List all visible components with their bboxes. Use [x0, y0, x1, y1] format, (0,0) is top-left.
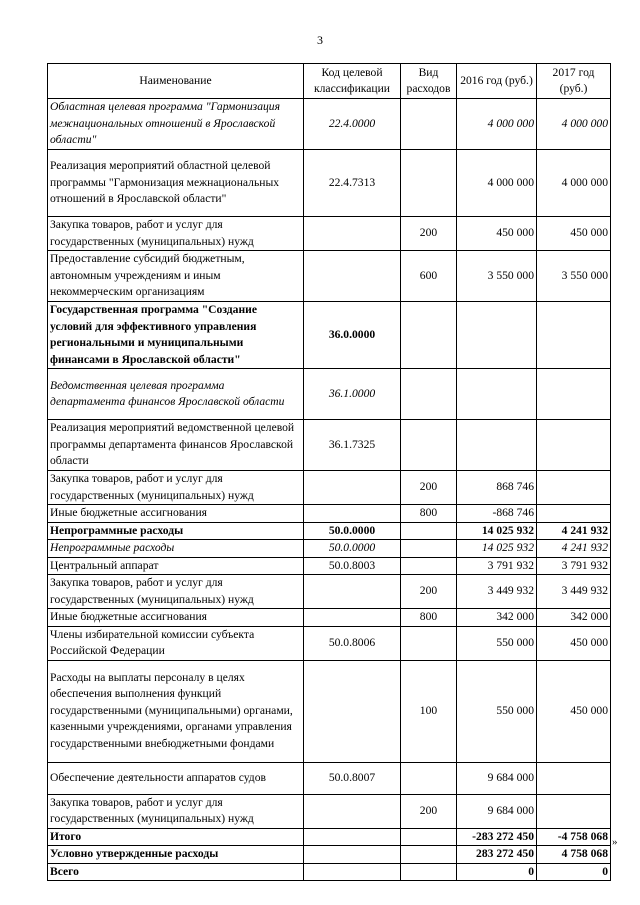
row-2016: -868 746: [457, 505, 537, 523]
table-row: [48, 471, 611, 505]
row-2016: 3 791 932: [457, 557, 537, 575]
row-code: [304, 828, 401, 846]
row-2016: 9 684 000: [457, 794, 537, 828]
row-name: Закупка товаров, работ и услуг для государственных (муниципальных) нужд: [48, 471, 304, 505]
row-kind: [401, 540, 457, 558]
row-kind: [401, 150, 457, 217]
table-row: [48, 557, 611, 575]
row-code: [304, 575, 401, 609]
row-code: [304, 505, 401, 523]
header-2017: 2017 год (руб.): [537, 64, 611, 99]
row-kind: [401, 99, 457, 150]
row-name: Непрограммные расходы: [48, 540, 304, 558]
row-2016: 550 000: [457, 626, 537, 660]
row-name: Иные бюджетные ассигнования: [48, 609, 304, 627]
row-2016: 342 000: [457, 609, 537, 627]
table-row: [48, 828, 611, 846]
table-row: [48, 522, 611, 540]
header-name: Наименование: [48, 64, 304, 99]
header-kind: Вид расходов: [401, 64, 457, 99]
row-kind: [401, 828, 457, 846]
row-2016: 4 000 000: [457, 150, 537, 217]
row-code: [304, 863, 401, 881]
row-kind: [401, 762, 457, 794]
row-2016: -283 272 450: [457, 828, 537, 846]
table-row: [48, 302, 611, 369]
row-kind: [401, 302, 457, 369]
row-kind: 200: [401, 794, 457, 828]
row-2017: 0: [537, 863, 611, 881]
table-row: [48, 251, 611, 302]
table-row: [48, 575, 611, 609]
row-code: 50.0.8007: [304, 762, 401, 794]
row-kind: 800: [401, 609, 457, 627]
row-code: 22.4.0000: [304, 99, 401, 150]
row-name: Центральный аппарат: [48, 557, 304, 575]
row-2017: 4 000 000: [537, 150, 611, 217]
table-row: [48, 762, 611, 794]
row-2016: [457, 302, 537, 369]
row-2017: [537, 302, 611, 369]
table-row: [48, 863, 611, 881]
row-kind: 800: [401, 505, 457, 523]
row-kind: [401, 863, 457, 881]
row-name: Закупка товаров, работ и услуг для государственных (муниципальных) нужд: [48, 794, 304, 828]
row-2016: 0: [457, 863, 537, 881]
header-2016: 2016 год (руб.): [457, 64, 537, 99]
row-kind: 600: [401, 251, 457, 302]
row-code: [304, 660, 401, 762]
row-name: Реализация мероприятий областной целевой программы "Гармонизация межнациональных отношений в Ярославской области": [48, 150, 304, 217]
row-name: Члены избирательной комиссии субъекта Российской Федерации: [48, 626, 304, 660]
table-row: [48, 846, 611, 864]
row-kind: [401, 846, 457, 864]
row-2017: 4 241 932: [537, 540, 611, 558]
row-2016: [457, 420, 537, 471]
row-kind: 200: [401, 575, 457, 609]
row-2017: [537, 369, 611, 420]
row-2016: 450 000: [457, 217, 537, 251]
row-code: [304, 251, 401, 302]
table-header-row: [48, 64, 611, 99]
row-2017: [537, 794, 611, 828]
row-2016: 283 272 450: [457, 846, 537, 864]
table-row: [48, 660, 611, 762]
row-2016: 14 025 932: [457, 522, 537, 540]
row-kind: [401, 369, 457, 420]
row-2016: 3 449 932: [457, 575, 537, 609]
row-2016: 14 025 932: [457, 540, 537, 558]
row-code: 36.1.0000: [304, 369, 401, 420]
row-name: Иные бюджетные ассигнования: [48, 505, 304, 523]
row-2017: [537, 420, 611, 471]
row-2017: [537, 471, 611, 505]
row-kind: [401, 626, 457, 660]
row-2017: [537, 505, 611, 523]
row-2017: 4 000 000: [537, 99, 611, 150]
table-row: [48, 794, 611, 828]
table-row: [48, 420, 611, 471]
row-code: [304, 794, 401, 828]
row-name: Закупка товаров, работ и услуг для государственных (муниципальных) нужд: [48, 217, 304, 251]
row-2016: 9 684 000: [457, 762, 537, 794]
page-number: 3: [317, 33, 323, 47]
table-row: [48, 626, 611, 660]
row-kind: 200: [401, 471, 457, 505]
row-2017: 3 449 932: [537, 575, 611, 609]
row-name: Государственная программа "Создание условий для эффективного управления региональными и муниципальными финансами в Ярославской области": [48, 302, 304, 369]
table-row: [48, 369, 611, 420]
row-name: Закупка товаров, работ и услуг для государственных (муниципальных) нужд: [48, 575, 304, 609]
budget-table: [47, 63, 611, 881]
row-name: Итого: [48, 828, 304, 846]
row-2017: 3 550 000: [537, 251, 611, 302]
closing-quote: »: [612, 836, 618, 848]
row-2017: 3 791 932: [537, 557, 611, 575]
row-2017: 450 000: [537, 626, 611, 660]
row-2017: 4 241 932: [537, 522, 611, 540]
table-row: [48, 505, 611, 523]
row-code: [304, 846, 401, 864]
table-row: [48, 150, 611, 217]
row-name: Реализация мероприятий ведомственной целевой программы департамента финансов Ярославской области: [48, 420, 304, 471]
row-name: Непрограммные расходы: [48, 522, 304, 540]
row-code: [304, 609, 401, 627]
row-code: 50.0.8003: [304, 557, 401, 575]
row-2017: [537, 762, 611, 794]
row-2017: 450 000: [537, 660, 611, 762]
row-2016: 868 746: [457, 471, 537, 505]
row-code: 50.0.8006: [304, 626, 401, 660]
row-kind: [401, 420, 457, 471]
row-kind: [401, 557, 457, 575]
row-2016: 550 000: [457, 660, 537, 762]
row-code: 50.0.0000: [304, 522, 401, 540]
row-name: Областная целевая программа "Гармонизация межнациональных отношений в Ярославской области": [48, 99, 304, 150]
table-row: [48, 609, 611, 627]
row-2017: 4 758 068: [537, 846, 611, 864]
row-code: 22.4.7313: [304, 150, 401, 217]
row-2017: 342 000: [537, 609, 611, 627]
table-row: [48, 540, 611, 558]
row-kind: 100: [401, 660, 457, 762]
row-code: 50.0.0000: [304, 540, 401, 558]
row-2017: 450 000: [537, 217, 611, 251]
row-kind: 200: [401, 217, 457, 251]
row-name: Условно утвержденные расходы: [48, 846, 304, 864]
row-code: 36.1.7325: [304, 420, 401, 471]
row-2017: -4 758 068: [537, 828, 611, 846]
row-code: [304, 217, 401, 251]
row-code: 36.0.0000: [304, 302, 401, 369]
row-kind: [401, 522, 457, 540]
row-2016: [457, 369, 537, 420]
row-2016: 4 000 000: [457, 99, 537, 150]
header-code: Код целевой классификации: [304, 64, 401, 99]
row-code: [304, 471, 401, 505]
row-name: Расходы на выплаты персоналу в целях обеспечения выполнения функций государственными (муниципальными) органами, казенными учреждениями, органами управления государственными внебюджетными фондами: [48, 660, 304, 762]
row-2016: 3 550 000: [457, 251, 537, 302]
table-row: [48, 99, 611, 150]
row-name: Предоставление субсидий бюджетным, автономным учреждениям и иным некоммерческим организациям: [48, 251, 304, 302]
row-name: Всего: [48, 863, 304, 881]
table-row: [48, 217, 611, 251]
row-name: Обеспечение деятельности аппаратов судов: [48, 762, 304, 794]
row-name: Ведомственная целевая программа департамента финансов Ярославской области: [48, 369, 304, 420]
